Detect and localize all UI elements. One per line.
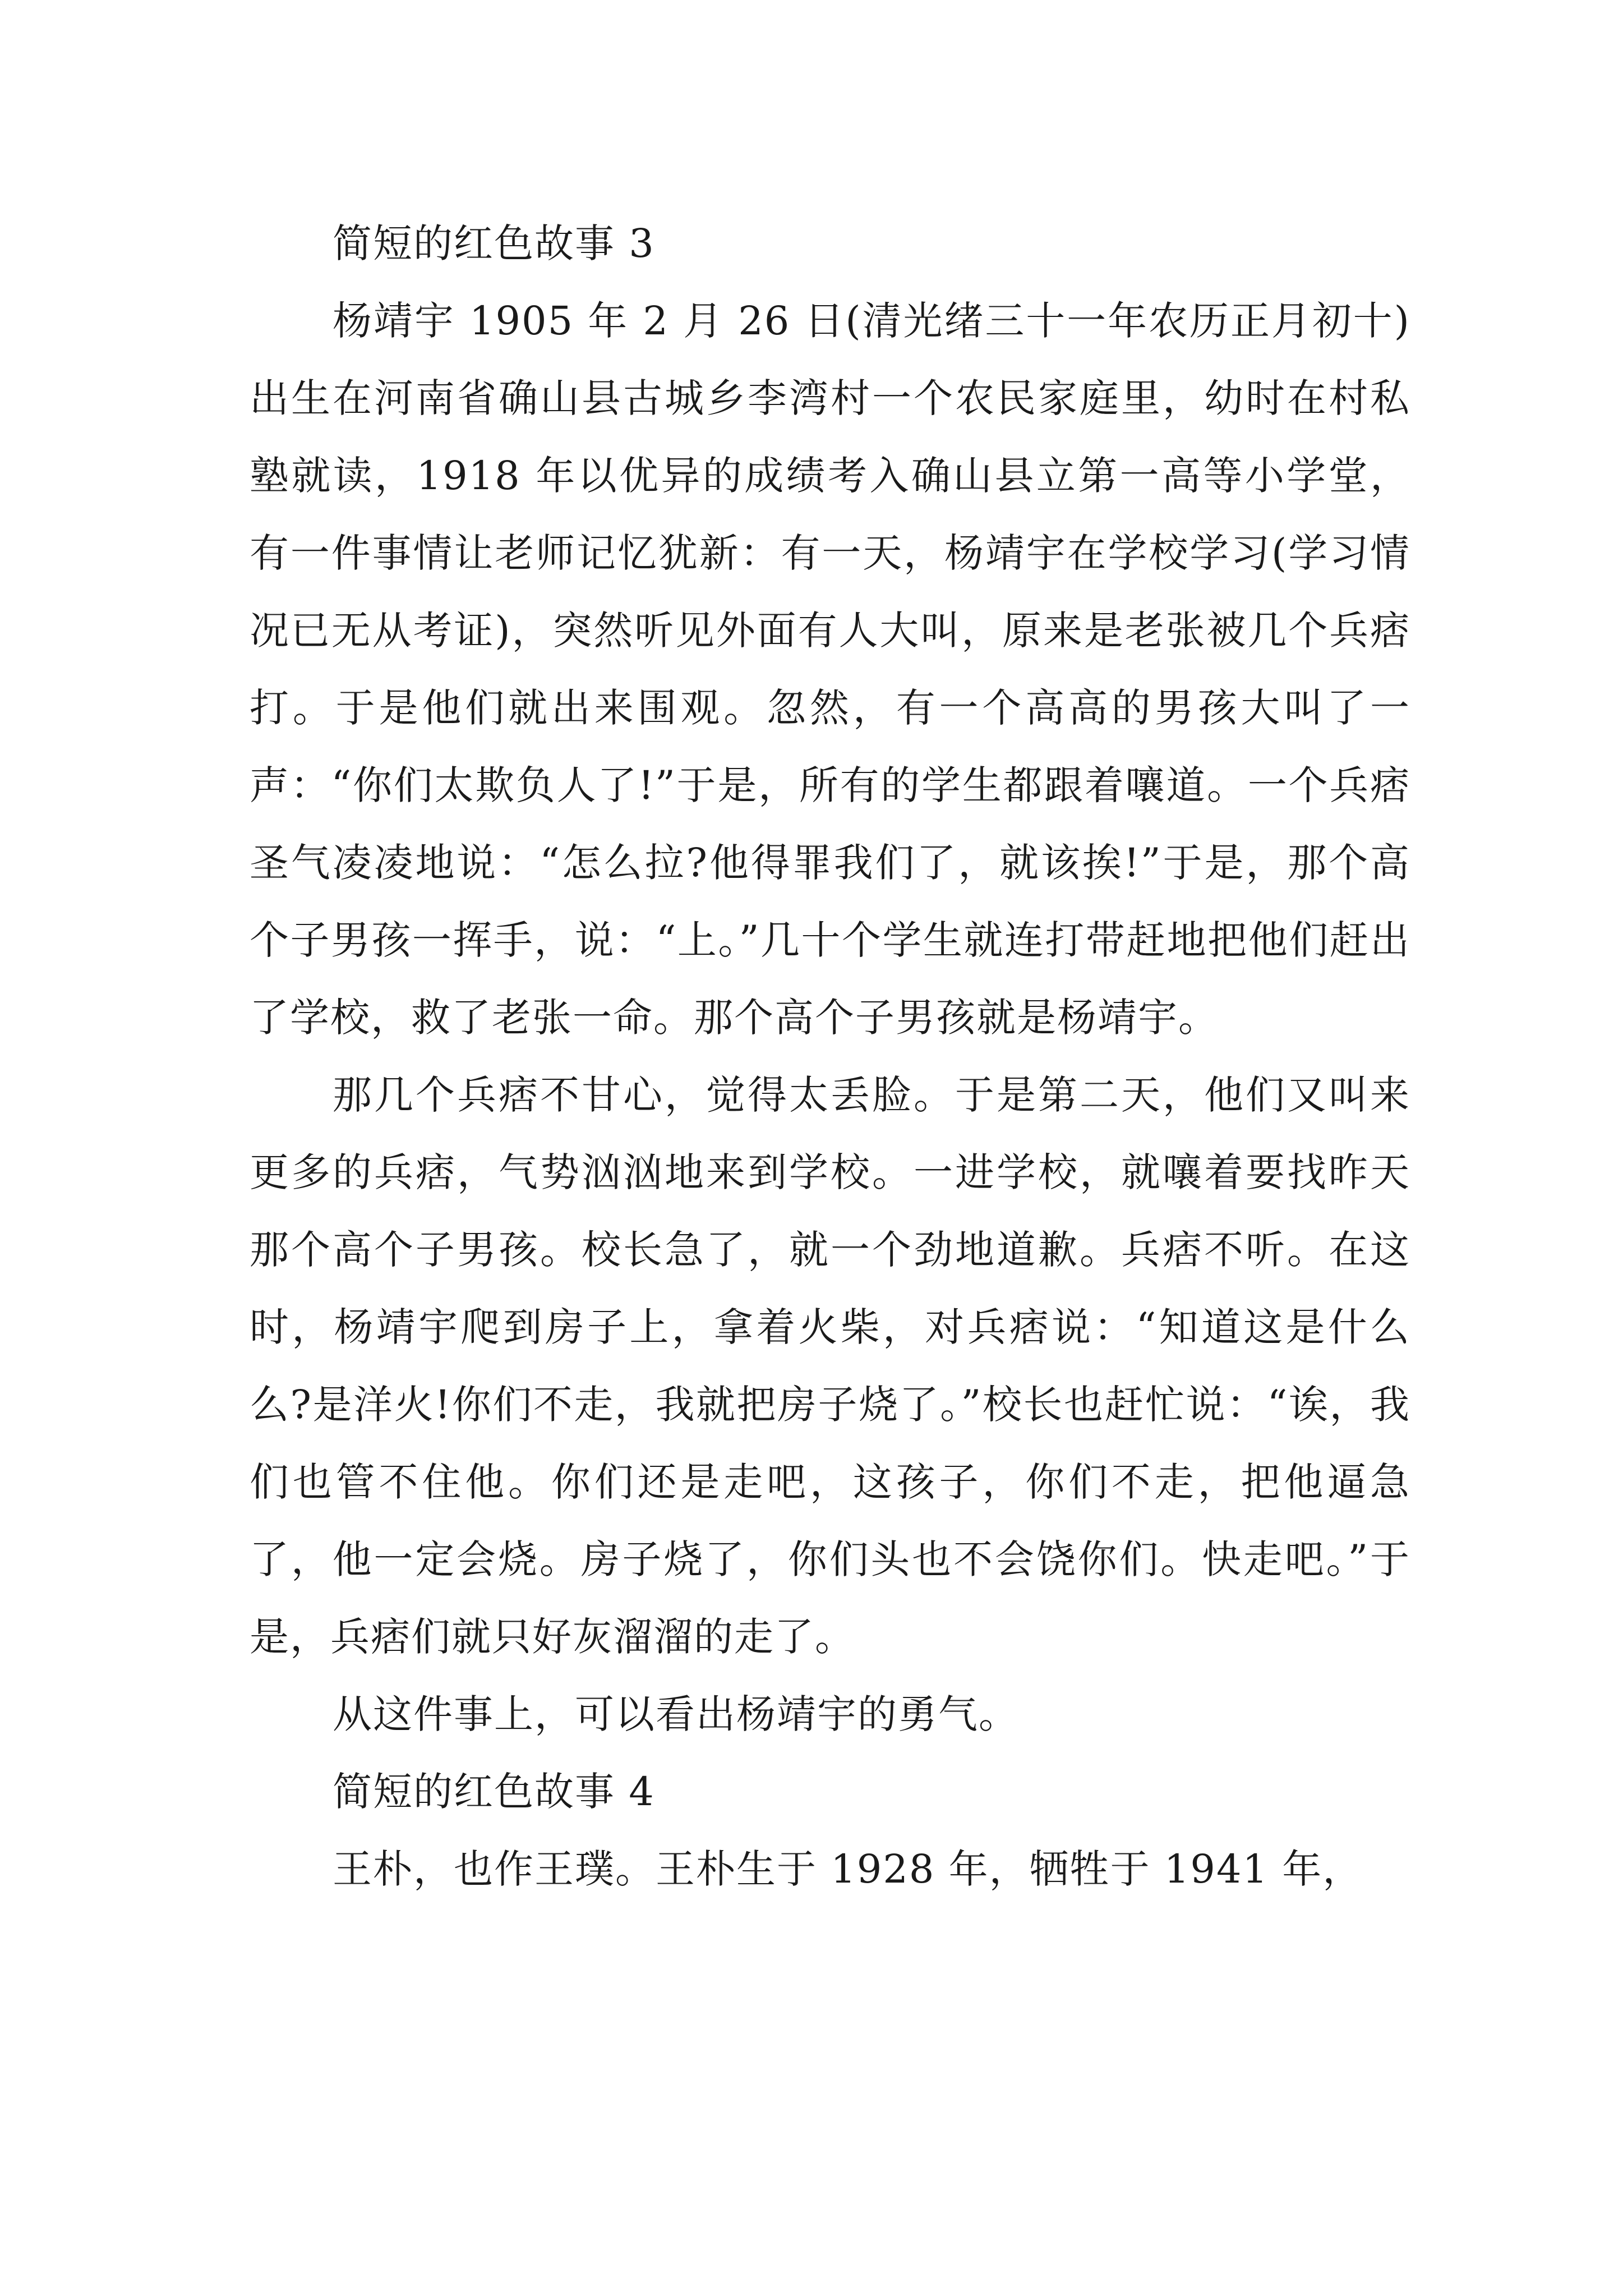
document-body [250, 205, 1410, 1908]
paragraph-courage-conclusion: 从这件事上，可以看出杨靖宇的勇气。 [333, 1691, 1019, 1737]
paragraph-yang-jingyu-childhood: 杨靖宇 1905 年 2 月 26 日(清光绪三十一年农历正月初十)出生在河南省确山县古城乡李湾村一个农民家庭里，幼时在村私塾就读，1918 年以优异的成绩考入确山县立第一高等小学堂，有一件事情让老师记忆犹新：有一天，杨靖宇在学校学习(学习情况已无从考证)，突然听见外面有人大叫，原来是老张被几个兵痞打。于是他们就出来围观。忽然，有一个高高的男孩大叫了一声：“你们太欺负人了!”于是，所有的学生都跟着嚷道。一个兵痞圣气凌凌地说：“怎么拉?他得罪我们了，就该挨!”于是，那个高个子男孩一挥手，说：“上。”几十个学生就连打带赶地把他们赶出了学校，救了老张一命。那个高个子男孩就是杨靖宇。 [250, 298, 1410, 1041]
section-heading-story-3: 简短的红色故事 3 [333, 220, 655, 266]
paragraph-soldiers-return: 那几个兵痞不甘心，觉得太丢脸。于是第二天，他们又叫来更多的兵痞，气势汹汹地来到学校。一进学校，就嚷着要找昨天那个高个子男孩。校长急了，就一个劲地道歉。兵痞不听。在这时，杨靖宇爬到房子上，拿着火柴，对兵痞说：“知道这是什么么?是洋火!你们不走，我就把房子烧了。”校长也赶忙说：“诶，我们也管不住他。你们还是走吧，这孩子，你们不走，把他逼急了，他一定会烧。房子烧了，你们头也不会饶你们。快走吧。”于是，兵痞们就只好灰溜溜的走了。 [250, 1072, 1410, 1660]
paragraph-wang-pu-intro: 王朴，也作王璞。王朴生于 1928 年，牺牲于 1941 年， [333, 1846, 1363, 1892]
section-heading-story-4: 简短的红色故事 4 [333, 1769, 655, 1815]
